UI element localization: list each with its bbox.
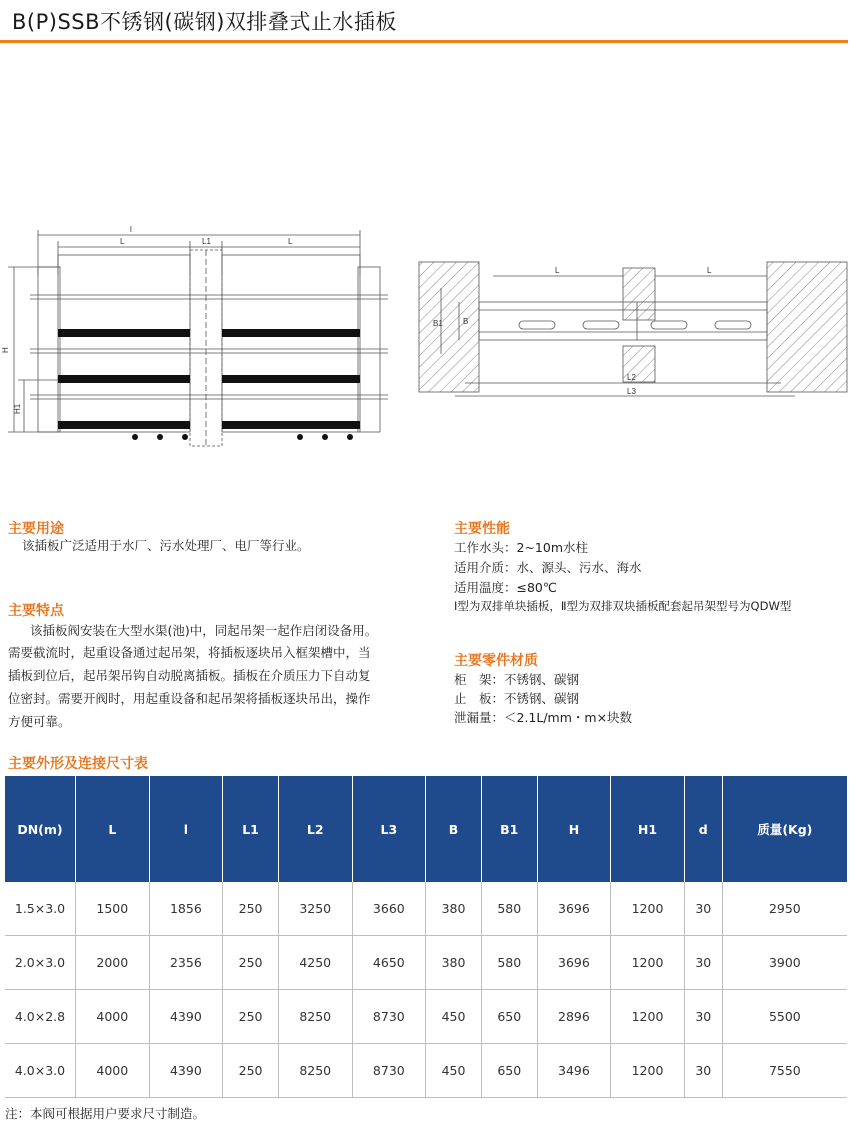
cell: 4000 <box>76 1044 150 1098</box>
materials-line: 泄漏量：＜2.1L/mm・m×块数 <box>454 710 633 725</box>
dim-L-right: L <box>288 237 293 246</box>
cell: 380 <box>426 882 482 936</box>
cell: 2356 <box>149 936 223 990</box>
table-header-row <box>5 776 847 882</box>
col-dn: DN(m) <box>5 776 76 882</box>
cell: 3250 <box>278 882 352 936</box>
cell: 8730 <box>352 1044 426 1098</box>
cell: 3900 <box>722 936 847 990</box>
cell: 4.0×2.8 <box>5 990 76 1044</box>
performance-line: 工作水头：2~10m水柱 <box>454 540 589 555</box>
materials-line: 止 板：不锈钢、碳钢 <box>454 691 580 706</box>
col-H: H <box>537 776 611 882</box>
cell: 7550 <box>722 1044 847 1098</box>
dim-H: H <box>1 347 10 353</box>
features-line: 该插板阀安装在大型水渠(池)中，同起吊架一起作启闭设备用。 <box>30 623 378 638</box>
features-heading: 主要特点 <box>8 603 64 619</box>
page-title: B(P)SSB不锈钢(碳钢)双排叠式止水插板 <box>12 10 397 34</box>
col-L1: L1 <box>223 776 279 882</box>
dim-L-right: L <box>707 266 712 275</box>
features-line: 方便可靠。 <box>8 714 71 729</box>
features-line: 位密封。需要开阀时，用起重设备和起吊架将插板逐块吊出，操作 <box>8 691 371 706</box>
cell: 450 <box>426 1044 482 1098</box>
title-rule <box>0 40 848 43</box>
cell: 4390 <box>149 1044 223 1098</box>
cell: 380 <box>426 936 482 990</box>
cell: 3496 <box>537 1044 611 1098</box>
cell: 2000 <box>76 936 150 990</box>
cell: 1200 <box>611 936 685 990</box>
cell: 4.0×3.0 <box>5 1044 76 1098</box>
cell: 30 <box>684 936 722 990</box>
cell: 3696 <box>537 882 611 936</box>
cell: 650 <box>481 1044 537 1098</box>
features-line: 需要截流时，起重设备通过起吊架，将插板逐块吊入框架槽中，当 <box>8 645 371 660</box>
footnote: 注：本阀可根据用户要求尺寸制造。 <box>5 1106 206 1121</box>
performance-line: Ⅰ型为双排单块插板，Ⅱ型为双排双块插板配套起吊架型号为QDW型 <box>454 599 792 613</box>
cell: 1856 <box>149 882 223 936</box>
cell: 4000 <box>76 990 150 1044</box>
materials-line: 柜 架：不锈钢、碳钢 <box>454 672 580 687</box>
col-L: L <box>76 776 150 882</box>
dim-l: l <box>130 225 132 234</box>
usage-text: 该插板广泛适用于水厂、污水处理厂、电厂等行业。 <box>22 538 310 553</box>
cell: 1500 <box>76 882 150 936</box>
front-elevation-drawing <box>0 225 400 455</box>
dim-L3: L3 <box>627 387 636 396</box>
cell: 30 <box>684 882 722 936</box>
col-B1: B1 <box>481 776 537 882</box>
cell: 8730 <box>352 990 426 1044</box>
cell: 5500 <box>722 990 847 1044</box>
cell: 1200 <box>611 882 685 936</box>
cell: 250 <box>223 936 279 990</box>
cell: 2896 <box>537 990 611 1044</box>
plan-view-drawing <box>415 258 851 408</box>
usage-heading: 主要用途 <box>8 521 64 537</box>
col-H1: H1 <box>611 776 685 882</box>
dim-B: B <box>463 317 469 326</box>
cell: 250 <box>223 882 279 936</box>
features-line: 插板到位后，起吊架吊钩自动脱离插板。插板在介质压力下自动复 <box>8 668 371 683</box>
cell: 8250 <box>278 990 352 1044</box>
cell: 3660 <box>352 882 426 936</box>
cell: 1.5×3.0 <box>5 882 76 936</box>
col-weight: 质量(Kg) <box>722 776 847 882</box>
performance-heading: 主要性能 <box>454 521 510 537</box>
cell: 2.0×3.0 <box>5 936 76 990</box>
cell: 580 <box>481 882 537 936</box>
col-d: d <box>684 776 722 882</box>
cell: 30 <box>684 990 722 1044</box>
table-row <box>5 990 847 1044</box>
cell: 650 <box>481 990 537 1044</box>
cell: 250 <box>223 1044 279 1098</box>
cell: 3696 <box>537 936 611 990</box>
dim-H1: H1 <box>13 403 22 414</box>
table-heading: 主要外形及连接尺寸表 <box>8 756 148 772</box>
dim-L-left: L <box>555 266 560 275</box>
performance-line: 适用温度：≤80℃ <box>454 580 557 595</box>
table-row <box>5 936 847 990</box>
col-L3: L3 <box>352 776 426 882</box>
spec-table <box>5 776 847 1098</box>
dim-L2: L2 <box>627 373 636 382</box>
table-row <box>5 1044 847 1098</box>
dim-B1: B1 <box>433 319 443 328</box>
performance-line: 适用介质：水、源头、污水、海水 <box>454 560 642 575</box>
col-L2: L2 <box>278 776 352 882</box>
cell: 1200 <box>611 1044 685 1098</box>
materials-heading: 主要零件材质 <box>454 653 538 669</box>
cell: 4650 <box>352 936 426 990</box>
col-l: l <box>149 776 223 882</box>
cell: 250 <box>223 990 279 1044</box>
cell: 2950 <box>722 882 847 936</box>
table-row <box>5 882 847 936</box>
cell: 1200 <box>611 990 685 1044</box>
col-B: B <box>426 776 482 882</box>
cell: 4250 <box>278 936 352 990</box>
cell: 8250 <box>278 1044 352 1098</box>
cell: 580 <box>481 936 537 990</box>
cell: 450 <box>426 990 482 1044</box>
cell: 30 <box>684 1044 722 1098</box>
dim-L1: L1 <box>202 237 211 246</box>
cell: 4390 <box>149 990 223 1044</box>
dim-L-left: L <box>120 237 125 246</box>
